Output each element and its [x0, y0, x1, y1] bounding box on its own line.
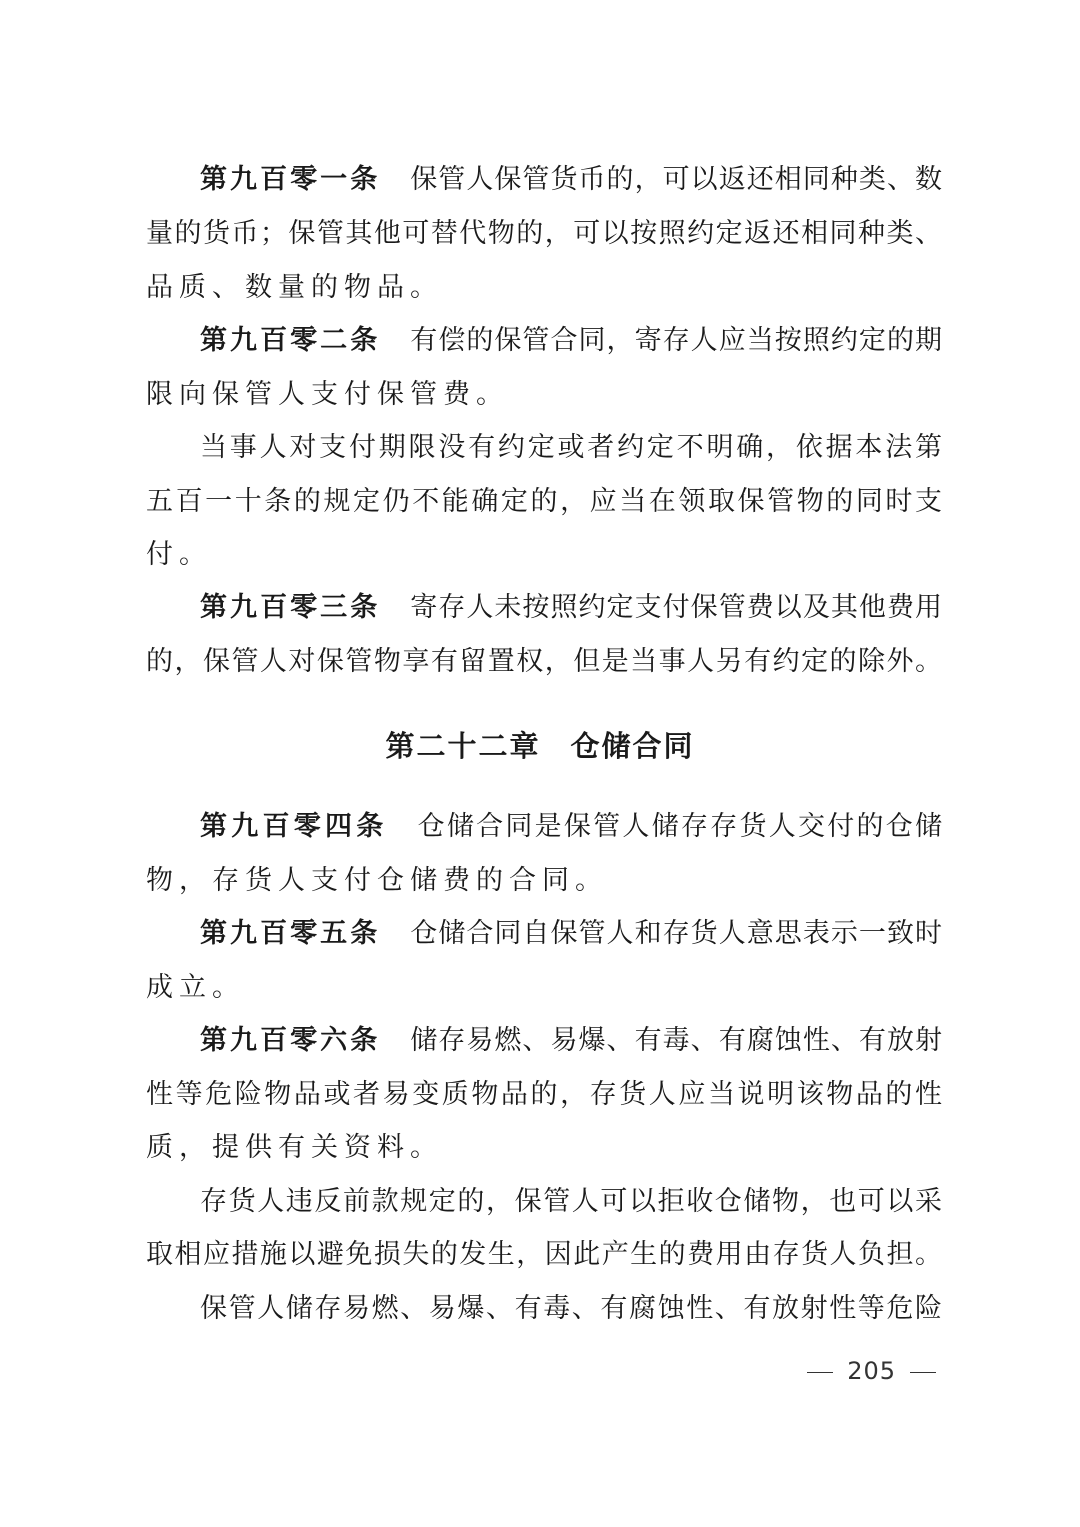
article-902-line-2: 限向保管人支付保管费。: [146, 379, 509, 410]
chapter-number: 第二十二章: [385, 729, 541, 763]
article-903-text-1: 寄存人未按照约定支付保管费以及其他费用: [410, 592, 942, 623]
article-901-line-2: 量的货币；保管其他可替代物的，可以按照约定返还相同种类、: [146, 218, 942, 249]
article-902-label: 第九百零二条: [200, 325, 381, 356]
article-906-para3-line-1: 保管人储存易燃、易爆、有毒、有腐蚀性、有放射性等危险: [200, 1293, 942, 1324]
article-906-line-3: 质，提供有关资料。: [146, 1132, 443, 1163]
article-906-text-1: 储存易燃、易爆、有毒、有腐蚀性、有放射: [410, 1025, 942, 1056]
article-906-line-2: 性等危险物品或者易变质物品的，存货人应当说明该物品的性: [146, 1079, 942, 1110]
article-904-text-1: 仓储合同是保管人储存存货人交付的仓储: [417, 811, 943, 842]
chapter-heading: [0, 731, 1080, 761]
article-901-line-3: 品质、数量的物品。: [146, 272, 443, 303]
article-904-label: 第九百零四条: [200, 811, 388, 842]
article-901-text-1: 保管人保管货币的，可以返还相同种类、数: [410, 164, 942, 195]
article-902-para2-line-2: 五百一十条的规定仍不能确定的，应当在领取保管物的同时支: [146, 486, 942, 517]
article-905-text-1: 仓储合同自保管人和存货人意思表示一致时: [410, 918, 942, 949]
page-number-value: 205: [847, 1357, 896, 1385]
article-906-label: 第九百零六条: [200, 1025, 381, 1056]
article-902-para2-line-3: 付。: [146, 539, 212, 570]
article-902-para2-line-1: 当事人对支付期限没有约定或者约定不明确，依据本法第: [200, 432, 942, 463]
chapter-title: 仓储合同: [570, 729, 695, 763]
article-902-line-1: [200, 327, 942, 357]
article-905-line-1: [200, 920, 942, 950]
article-906-para2-line-1: 存货人违反前款规定的，保管人可以拒收仓储物，也可以采: [200, 1186, 942, 1217]
article-905-line-2: 成立。: [146, 972, 245, 1003]
article-901-line-1: [200, 166, 942, 196]
article-904-line-2: 物，存货人支付仓储费的合同。: [146, 865, 608, 896]
article-905-label: 第九百零五条: [200, 918, 381, 949]
page-number-dash-left: [807, 1372, 833, 1373]
article-903-line-1: [200, 594, 942, 624]
article-903-label: 第九百零三条: [200, 592, 381, 623]
article-906-line-1: [200, 1027, 942, 1057]
article-901-label: 第九百零一条: [200, 164, 381, 195]
article-902-text-1: 有偿的保管合同，寄存人应当按照约定的期: [410, 325, 942, 356]
page-number-dash-right: [910, 1372, 936, 1373]
page-number: [793, 1357, 950, 1385]
article-903-line-2: 的，保管人对保管物享有留置权，但是当事人另有约定的除外。: [146, 646, 942, 677]
article-904-line-1: [200, 813, 942, 843]
article-906-para2-line-2: 取相应措施以避免损失的发生，因此产生的费用由存货人负担。: [146, 1239, 942, 1270]
